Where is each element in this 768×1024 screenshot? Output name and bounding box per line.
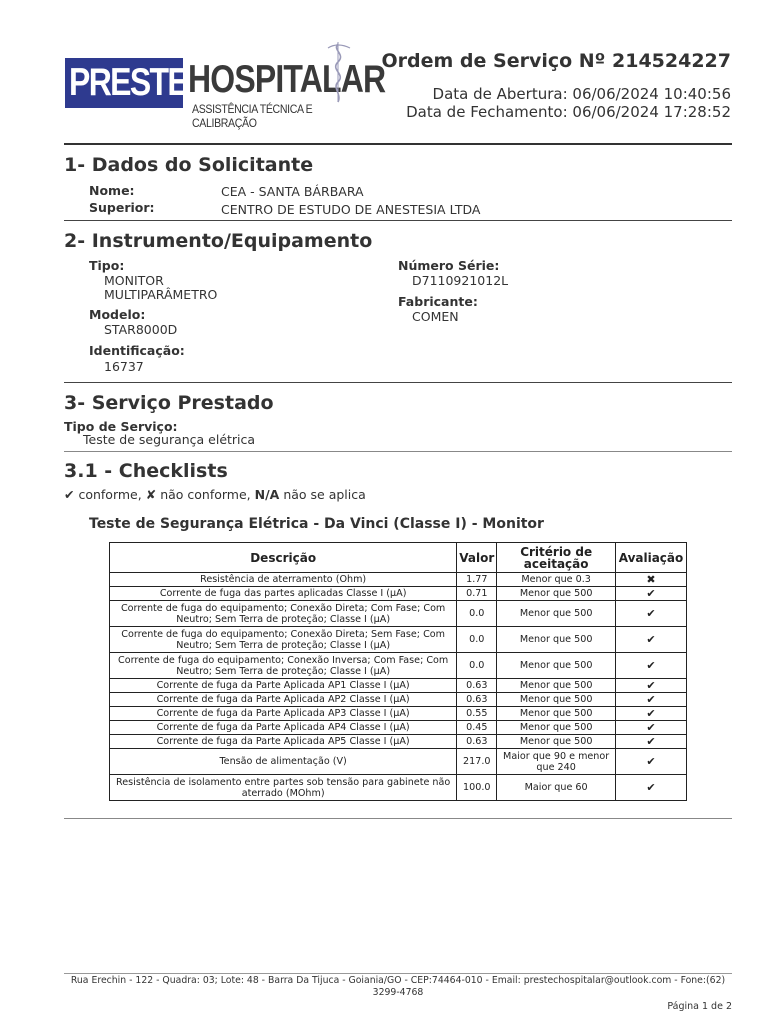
checklist-table (109, 542, 687, 801)
check-icon: ✔ (646, 706, 656, 720)
table-row (110, 707, 687, 721)
cell-evaluation (615, 679, 686, 693)
cell-description: Corrente de fuga da Parte Aplicada AP4 Classe I (μA) (110, 721, 457, 735)
checklist-legend (64, 487, 366, 502)
cell-value: 0.0 (457, 601, 497, 627)
type-label: Tipo: (89, 258, 125, 273)
cell-evaluation (615, 707, 686, 721)
cell-evaluation (615, 749, 686, 775)
superior-label: Superior: (89, 200, 155, 215)
order-title: Ordem de Serviço Nº 214524227 (381, 50, 731, 72)
divider (64, 143, 732, 145)
name-label: Nome: (89, 183, 135, 198)
cell-description: Corrente de fuga do equipamento; Conexão Direta; Sem Fase; Com Neutro; Sem Terra de proteção; Classe I (μA) (110, 627, 457, 653)
check-icon: ✔ (646, 780, 656, 794)
col-header-evaluation: Avaliação (615, 543, 686, 573)
opening-date: Data de Abertura: 06/06/2024 10:40:56 (432, 85, 731, 103)
table-row (110, 627, 687, 653)
footer-divider (64, 973, 732, 974)
legend-conforme: conforme, (78, 487, 142, 502)
serial-value: D7110921012L (412, 273, 509, 288)
check-icon: ✔ (646, 678, 656, 692)
table-row (110, 679, 687, 693)
cell-criteria: Menor que 500 (497, 735, 616, 749)
check-icon: ✔ (646, 606, 656, 620)
table-header-row (110, 543, 687, 573)
col-header-description: Descrição (110, 543, 457, 573)
cell-evaluation (615, 653, 686, 679)
logo-brand: PRESTEC (69, 61, 209, 104)
identification-label: Identificação: (89, 343, 185, 358)
table-row (110, 749, 687, 775)
cross-icon: ✘ (145, 487, 157, 502)
order-dates (406, 85, 731, 121)
cell-value: 217.0 (457, 749, 497, 775)
company-logo (64, 40, 386, 130)
table-row (110, 721, 687, 735)
table-row (110, 693, 687, 707)
cell-evaluation (615, 601, 686, 627)
identification-value: 16737 (104, 359, 144, 374)
section-equipment-title: 2- Instrumento/Equipamento (64, 230, 373, 252)
col-header-criteria: Critério de aceitação (497, 543, 616, 573)
check-icon: ✔ (64, 487, 75, 502)
cell-value: 0.55 (457, 707, 497, 721)
cell-description: Corrente de fuga da Parte Aplicada AP5 Classe I (μA) (110, 735, 457, 749)
manufacturer-value: COMEN (412, 309, 459, 324)
divider (64, 382, 732, 383)
cell-criteria: Menor que 0.3 (497, 573, 616, 587)
cell-criteria: Menor que 500 (497, 693, 616, 707)
check-icon: ✔ (646, 658, 656, 672)
cell-criteria: Maior que 60 (497, 775, 616, 801)
divider (64, 220, 732, 221)
page-number: Página 1 de 2 (667, 1001, 732, 1012)
footer-address: Rua Erechin - 122 - Quadra: 03; Lote: 48 - Barra Da Tijuca - Goiania/GO - CEP:74464-010 - Email: prestechospitalar@outlook.com - Fone:(62) 3299-4768 (70, 975, 726, 998)
logo-name: HOSPITALAR (188, 58, 386, 101)
cell-description: Corrente de fuga da Parte Aplicada AP1 Classe I (μA) (110, 679, 457, 693)
divider (64, 818, 732, 819)
cell-description: Corrente de fuga do equipamento; Conexão Direta; Com Fase; Com Neutro; Sem Terra de proteção; Classe I (μA) (110, 601, 457, 627)
check-icon: ✔ (646, 754, 656, 768)
check-icon: ✔ (646, 720, 656, 734)
legend-na: N/A (254, 487, 280, 502)
cell-evaluation (615, 587, 686, 601)
table-row (110, 573, 687, 587)
cell-value: 100.0 (457, 775, 497, 801)
cell-criteria: Menor que 500 (497, 721, 616, 735)
cell-evaluation (615, 775, 686, 801)
cell-evaluation (615, 735, 686, 749)
cell-description: Corrente de fuga das partes aplicadas Classe I (μA) (110, 587, 457, 601)
cell-criteria: Menor que 500 (497, 587, 616, 601)
cell-evaluation (615, 721, 686, 735)
cell-value: 1.77 (457, 573, 497, 587)
cell-evaluation (615, 627, 686, 653)
cell-description: Resistência de isolamento entre partes sob tensão para gabinete não aterrado (MOhm) (110, 775, 457, 801)
type-value-1: MONITOR (104, 273, 164, 288)
table-row (110, 653, 687, 679)
table-row (110, 775, 687, 801)
col-header-value: Valor (457, 543, 497, 573)
cell-description: Corrente de fuga do equipamento; Conexão Inversa; Com Fase; Com Neutro; Sem Terra de proteção; Classe I (μA) (110, 653, 457, 679)
cell-value: 0.0 (457, 653, 497, 679)
cell-value: 0.63 (457, 693, 497, 707)
table-row (110, 587, 687, 601)
cell-criteria: Menor que 500 (497, 601, 616, 627)
cell-value: 0.45 (457, 721, 497, 735)
check-icon: ✔ (646, 632, 656, 646)
caduceus-icon (322, 40, 356, 104)
check-icon: ✔ (646, 734, 656, 748)
cell-value: 0.63 (457, 735, 497, 749)
cell-description: Resistência de aterramento (Ohm) (110, 573, 457, 587)
cell-description: Tensão de alimentação (V) (110, 749, 457, 775)
cell-criteria: Maior que 90 e menor que 240 (497, 749, 616, 775)
service-type-label: Tipo de Serviço: (64, 419, 178, 434)
check-icon: ✔ (646, 586, 656, 600)
service-type-value: Teste de segurança elétrica (83, 432, 256, 447)
legend-nao-conforme: não conforme, (160, 487, 251, 502)
section-requester-title: 1- Dados do Solicitante (64, 154, 314, 176)
name-value: CEA - SANTA BÁRBARA (221, 184, 364, 199)
cell-evaluation (615, 693, 686, 707)
legend-na-text: não se aplica (283, 487, 366, 502)
table-row (110, 735, 687, 749)
cell-criteria: Menor que 500 (497, 653, 616, 679)
model-value: STAR8000D (104, 322, 178, 337)
model-label: Modelo: (89, 307, 146, 322)
cell-value: 0.71 (457, 587, 497, 601)
check-icon: ✔ (646, 692, 656, 706)
section-service-title: 3- Serviço Prestado (64, 392, 274, 414)
manufacturer-label: Fabricante: (398, 294, 478, 309)
cell-evaluation (615, 573, 686, 587)
divider (64, 451, 732, 452)
cell-description: Corrente de fuga da Parte Aplicada AP2 Classe I (μA) (110, 693, 457, 707)
cell-description: Corrente de fuga da Parte Aplicada AP3 Classe I (μA) (110, 707, 457, 721)
serial-label: Número Série: (398, 258, 500, 273)
table-row (110, 601, 687, 627)
section-checklists-title: 3.1 - Checklists (64, 460, 228, 482)
logo-tagline: ASSISTÊNCIA TÉCNICA E CALIBRAÇÃO (192, 102, 313, 130)
cell-value: 0.0 (457, 627, 497, 653)
type-value-2: MULTIPARÂMETRO (104, 287, 218, 302)
closing-date: Data de Fechamento: 06/06/2024 17:28:52 (406, 103, 731, 121)
cell-criteria: Menor que 500 (497, 707, 616, 721)
checklist-title: Teste de Segurança Elétrica - Da Vinci (Classe I) - Monitor (89, 516, 544, 532)
cell-value: 0.63 (457, 679, 497, 693)
cell-criteria: Menor que 500 (497, 627, 616, 653)
cross-icon: ✖ (646, 572, 656, 586)
superior-value: CENTRO DE ESTUDO DE ANESTESIA LTDA (221, 202, 481, 217)
cell-criteria: Menor que 500 (497, 679, 616, 693)
